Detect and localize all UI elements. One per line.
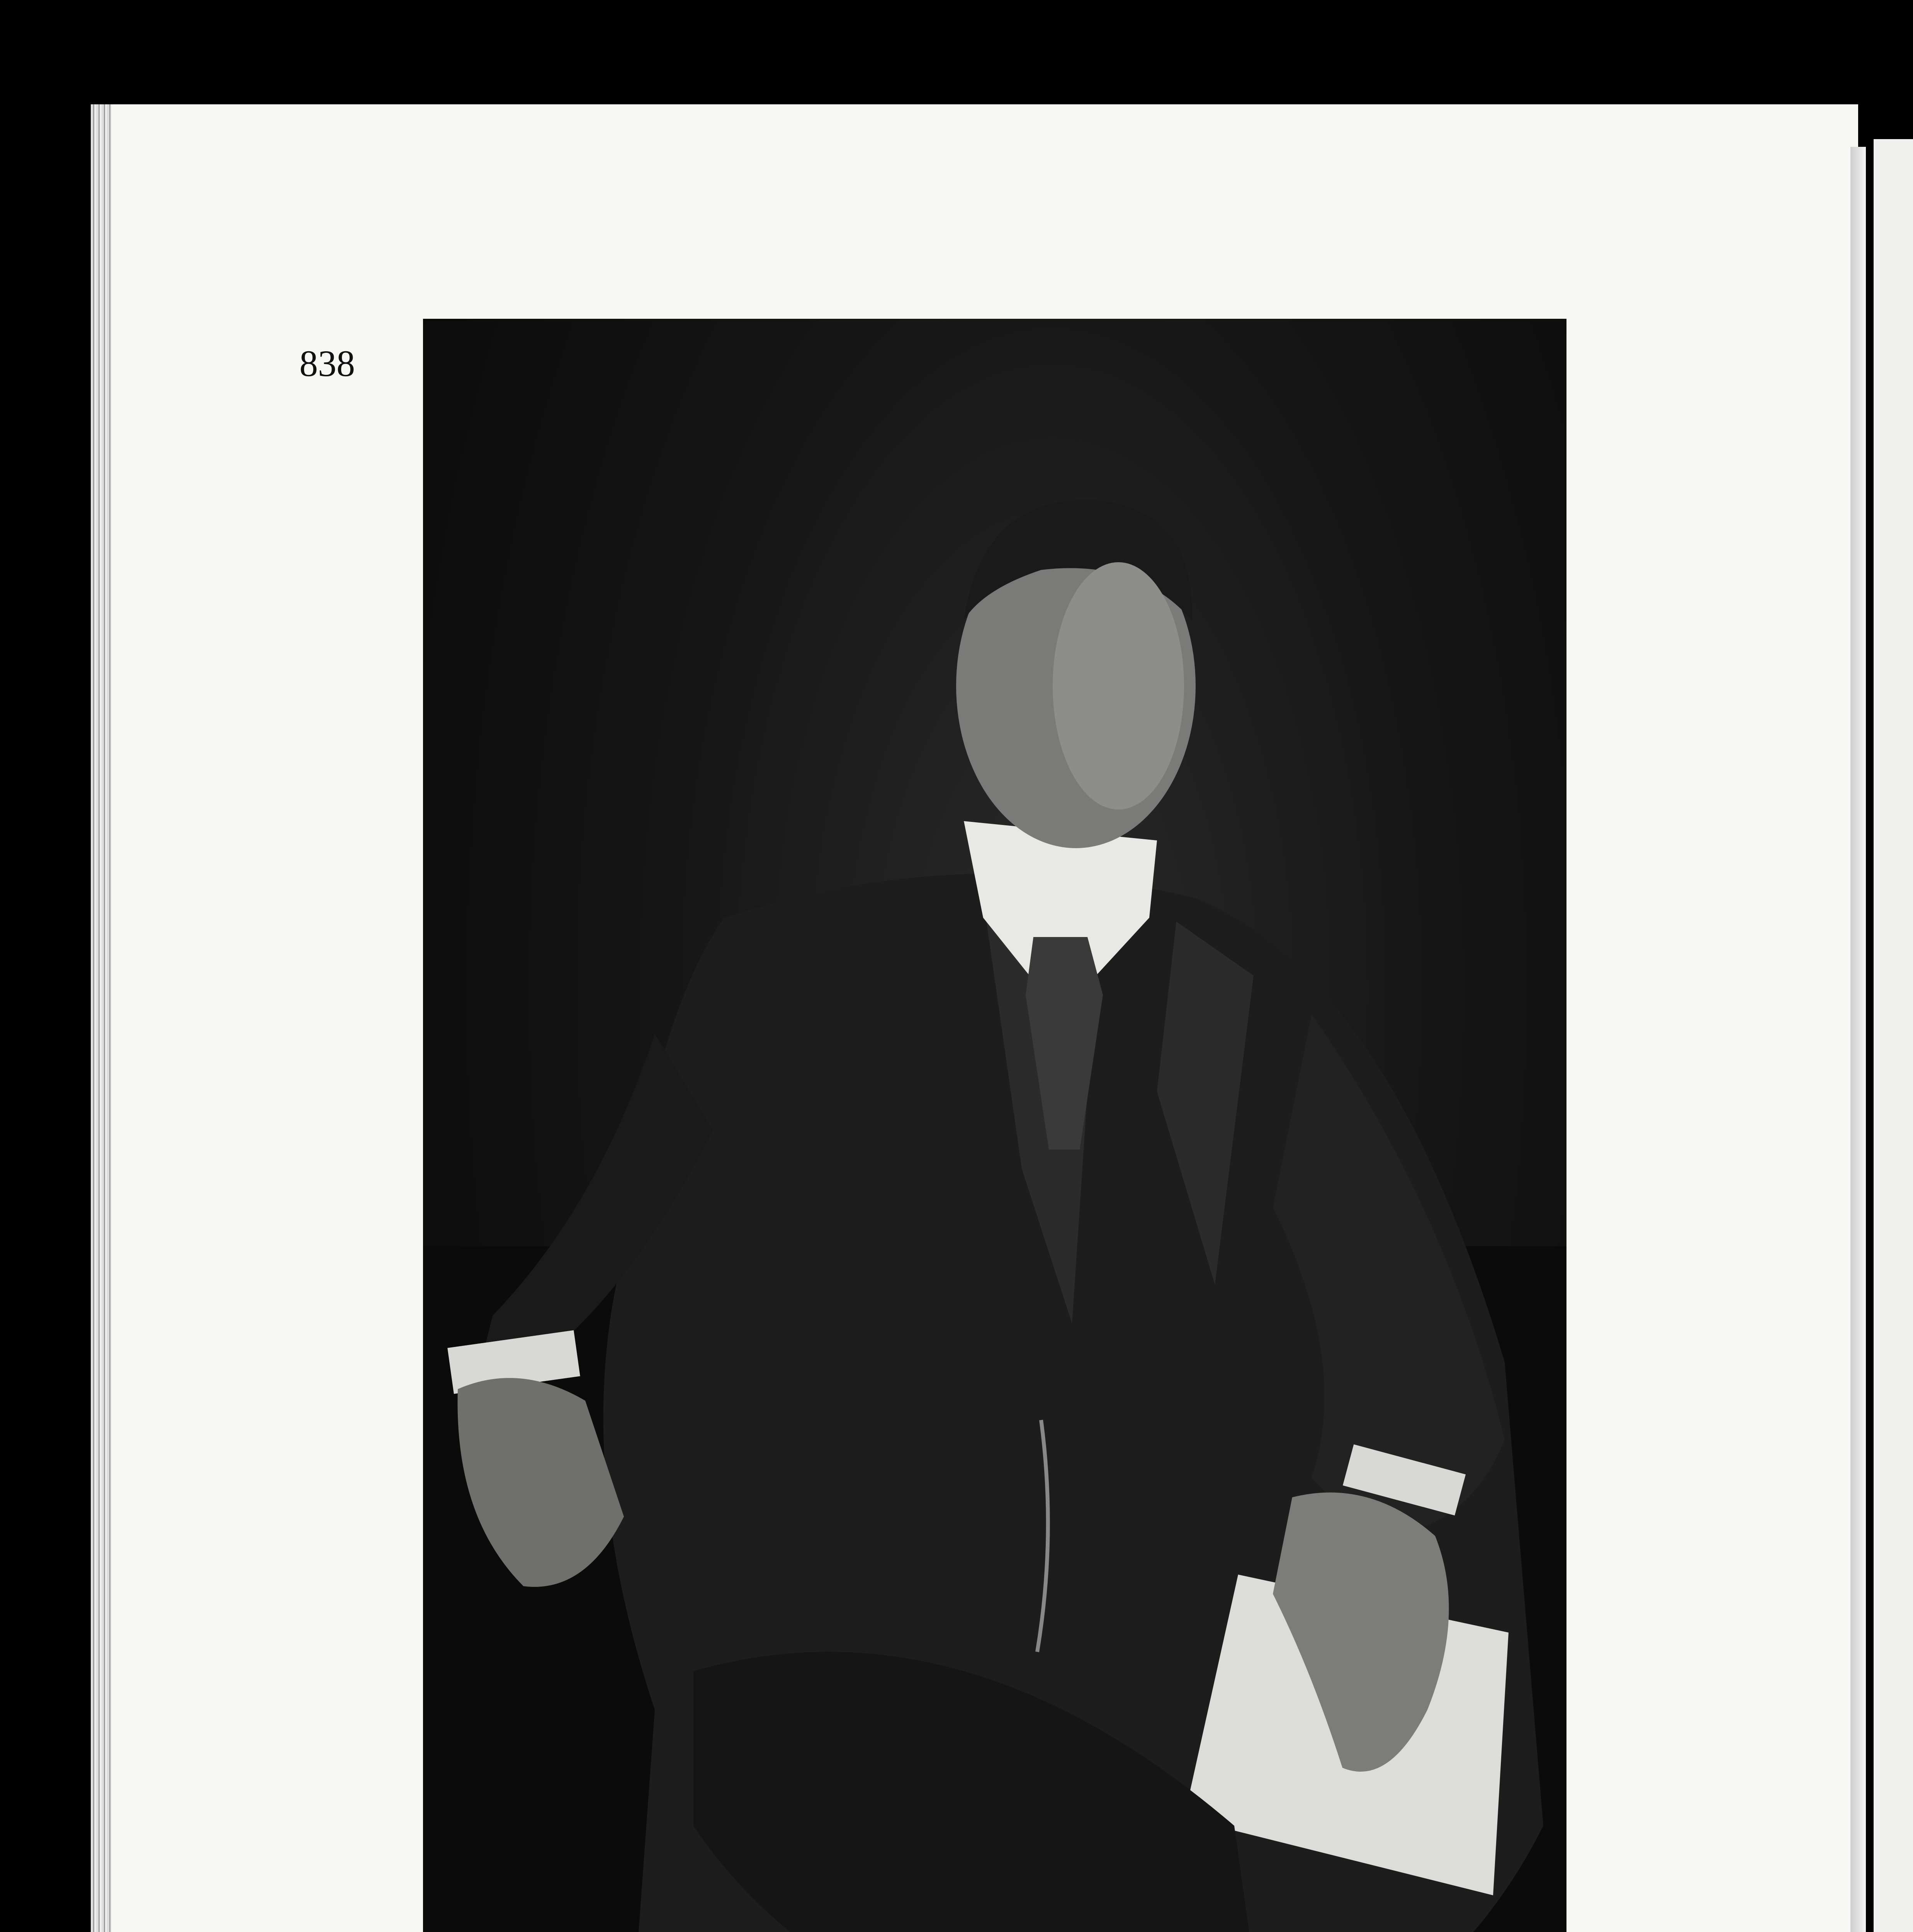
page-number: 838 bbox=[299, 343, 355, 384]
portrait-illustration bbox=[423, 319, 1566, 1932]
page-gutter bbox=[1850, 147, 1866, 1932]
portrait-photo bbox=[423, 319, 1566, 1932]
facing-page-edge bbox=[1874, 139, 1913, 1932]
magazine-page bbox=[112, 104, 1858, 1932]
page-edge-stack bbox=[91, 104, 114, 1932]
